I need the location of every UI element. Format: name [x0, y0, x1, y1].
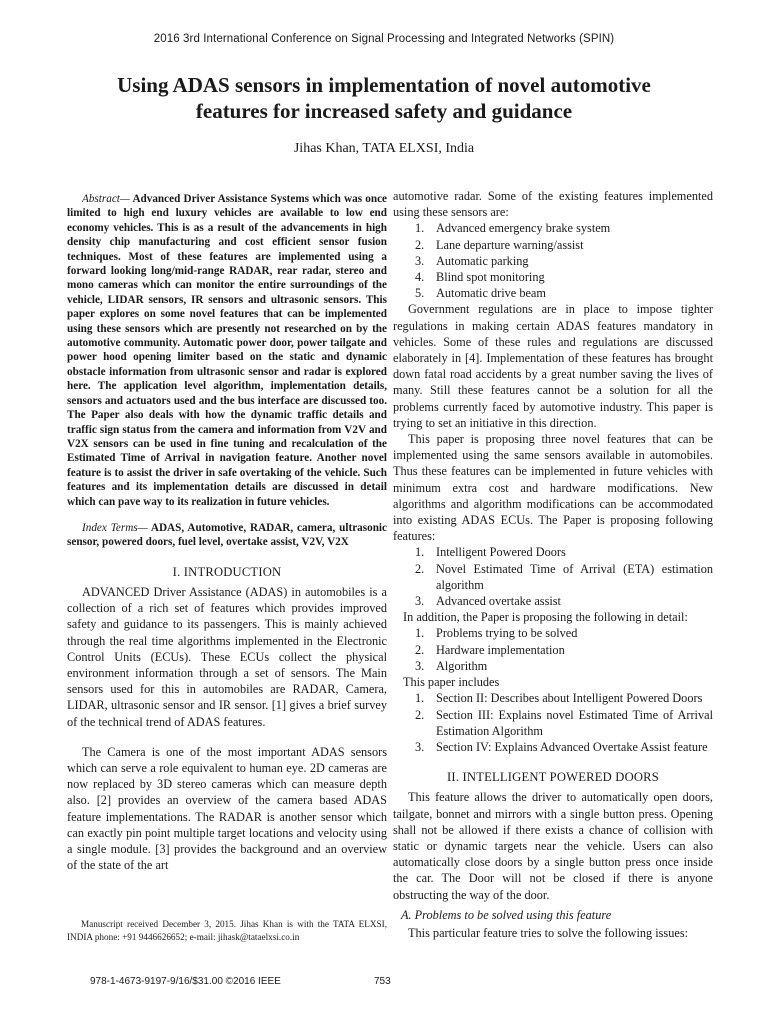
list-item: 3. Automatic parking: [415, 253, 529, 268]
abstract: [67, 192, 387, 509]
features-list: [393, 220, 713, 301]
right-paragraph-5: This feature allows the driver to automatically open doors, tailgate, bonnet and mirrors with a single button press. Opening shall not be allowed if there exists a chance of collision with static or dynamic targets near the vehicle. Users can also automatically close doors by a single button press once inside the car. The Door will not be closed if there is anyone obstructing the way of the door.: [393, 790, 713, 902]
list-item: 1. Section II: Describes about Intelligent Powered Doors: [415, 691, 703, 706]
subsection-heading: A. Problems to be solved using this feature: [401, 907, 612, 922]
intro-paragraph-1: ADVANCED Driver Assistance (ADAS) in automobiles is a collection of a rich set of features which provides improved safety and guidance to its passengers. This is mainly achieved through the real time algorithms implemented in the Electronic Control Units (ECUs). These ECUs collect the physical environment information through a set of sensors. The Main sensors used for this in automobiles are RADAR, Camera, LIDAR, ultrasonic sensor and IR sensor. [1] gives a brief survey of the technical trend of ADAS features.: [67, 584, 387, 729]
section-heading-introduction: I. INTRODUCTION: [172, 564, 282, 579]
footnote: Manuscript received December 3, 2015. Jihas Khan is with the TATA ELXSI, INDIA phone: +91 9446626652; e-mail: jihask@tataelxsi.co.in: [67, 919, 387, 942]
left-column: [67, 192, 387, 873]
list-item: 3. Section IV: Explains Advanced Overtake Assist feature: [415, 739, 708, 754]
conference-header: 2016 3rd International Conference on Signal Processing and Integrated Networks (SPIN): [153, 33, 615, 45]
list-item: 4. Blind spot monitoring: [415, 270, 545, 285]
list-item: 2. Section III: Explains novel Estimated Time of Arrival Estimation Algorithm: [415, 707, 713, 738]
right-paragraph-3: In addition, the Paper is proposing the following in detail:: [403, 610, 688, 625]
author-line: Jihas Khan, TATA ELXSI, India: [293, 141, 475, 156]
list-item: 2. Lane departure warning/assist: [415, 237, 584, 252]
list-item: 3. Advanced overtake assist: [415, 594, 561, 609]
intro-paragraph-2: The Camera is one of the most important ADAS sensors which can serve a role equivalent to human eye. 2D cameras are now replaced by 3D stereo cameras which can measure depth also. [2] provides an overview of the camera based ADAS feature implementations. The RADAR is another sensor which can exactly pin point multiple target locations and velocity using a single module. [3] provides the background and an overview of the state of the art: [67, 744, 387, 873]
list-item: 2. Hardware implementation: [415, 642, 565, 657]
right-paragraph-4: This paper includes: [403, 675, 500, 690]
paper-title: Using ADAS sensors in implementation of novel automotive features for increased safety and guidance: [117, 73, 651, 123]
index-terms-label: Index Terms—: [82, 521, 148, 534]
right-paragraph-1: Government regulations are in place to impose tighter regulations in making certain ADAS features mandatory in vehicles. Some of these rules and regulations are discussed elaborately in [4]. Implementation of these features has brought down fatal road accidents by a great number saving the lives of many. Still these features cannot be a solution for all the problems currently faced by automotive industry. This paper is trying to set an initiative in this direction.: [393, 302, 713, 430]
right-paragraph-6: This particular feature tries to solve the following issues:: [408, 925, 689, 940]
list-item: 1. Intelligent Powered Doors: [415, 545, 566, 560]
proposed-features-list: [393, 544, 713, 609]
list-item: 5. Automatic drive beam: [415, 286, 546, 301]
abstract-text: Advanced Driver Assistance Systems which was once limited to high end luxury vehicles are available to low end economy vehicles. This is as a result of the advancements in high density chip manufacturing and cost efficient sensor fusion techniques. Most of these features are implemented using a forward looking long/mid-range RADAR, rear radar, stereo and mono cameras which can monitor the entire surroundings of the vehicle, LIDAR sensors, IR sensors and ultrasonic sensors. This paper explores on some novel features that can be implemented using these sensors which are presently not researched on by the automotive community. Automatic power door, power tailgate and power hood opening limiter based on the static and dynamic obstacle information from ultrasonic sensor and radar is explored here. The application level algorithm, implementation details, sensors and actuators used and the bus interface are discussed too. The Paper also deals with how the dynamic traffic details and traffic sign status from the camera and information from V2V and V2X sensors can be used in fine tuning and recalculation of the Estimated Time of Arrival in navigation feature. Another novel feature is to assist the driver in safe overtaking of the vehicle. Such features and its implementation details are discussed in detail which can pave way to its realization in future vehicles.: [67, 193, 387, 508]
index-terms: [67, 521, 387, 550]
section-heading-powered-doors: II. INTELLIGENT POWERED DOORS: [447, 770, 659, 785]
index-terms-text: ADAS, Automotive, RADAR, camera, ultrasonic sensor, powered doors, fuel level, overtake assist, V2V, V2X: [67, 521, 387, 549]
footer-isbn: 978-1-4673-9197-9/16/$31.00 ©2016 IEEE: [90, 976, 281, 987]
sections-list: [393, 690, 713, 755]
list-item: 1. Problems trying to be solved: [415, 626, 578, 641]
page-number: 753: [374, 976, 391, 987]
list-item: 3. Algorithm: [415, 658, 488, 673]
abstract-label: Abstract—: [82, 193, 130, 205]
list-item: 1. Advanced emergency brake system: [415, 221, 611, 236]
right-paragraph-0: automotive radar. Some of the existing features implemented using these sensors are:: [393, 189, 713, 220]
details-list: [393, 625, 713, 674]
right-paragraph-2: This paper is proposing three novel features that can be implemented using the same sensors available in automobiles. Thus these features can be implemented in future vehicles with minimum extra cost and hardware modifications. New algorithms and algorithm modifications can be accommodated into existing ADAS ECUs. The Paper is proposing following features:: [393, 432, 713, 544]
right-column: [393, 188, 713, 941]
list-item: 2. Novel Estimated Time of Arrival (ETA) estimation algorithm: [415, 561, 713, 592]
